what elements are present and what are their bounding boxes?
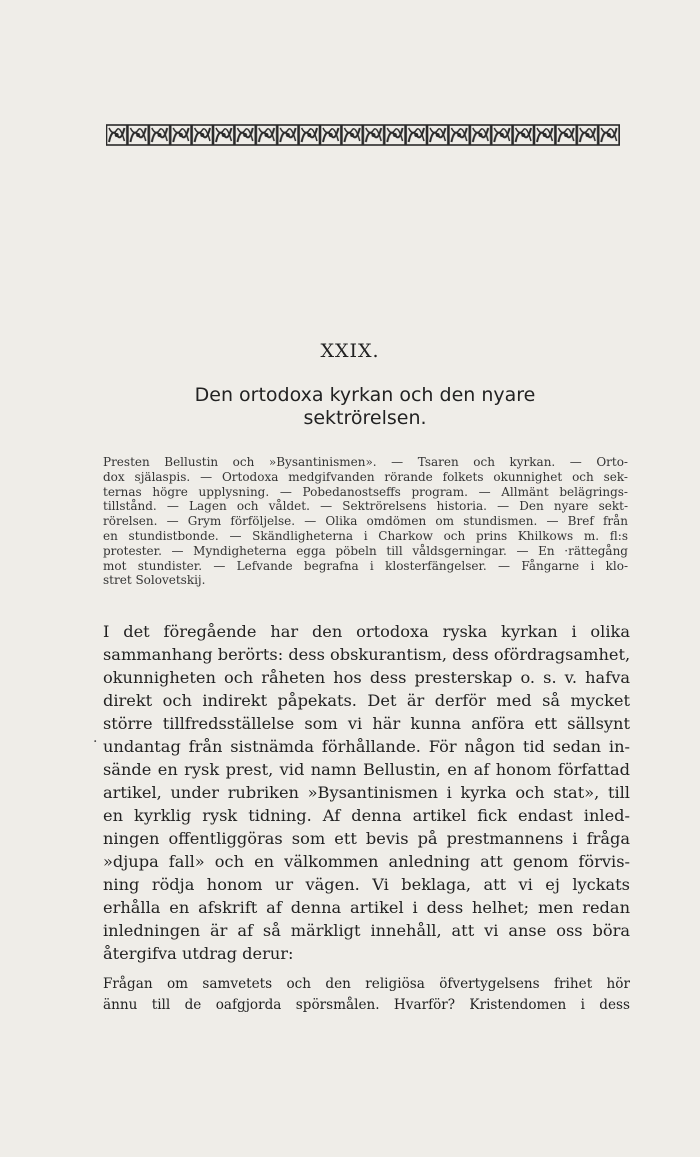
chapter-title: [0, 384, 700, 430]
summary-line: mot stundister. — Lefvande begrafna i klosterfängelser. — Fångarne i klo-: [103, 558, 628, 573]
body-line: okunnigheten och råheten hos dess presterskap o. s. v. hafva: [103, 668, 630, 687]
margin-dot: ·: [93, 734, 98, 750]
quote-line: Frågan om samvetets och den religiösa öfvertygelsens frihet hör: [103, 976, 630, 992]
body-line: »djupa fall» och en välkommen anledning att genom förvis-: [103, 852, 630, 871]
chapter-number: XXIX.: [320, 340, 380, 362]
summary-line: stret Solovetskij.: [103, 573, 206, 588]
decorative-border-ornament: [106, 124, 620, 146]
body-line: större tillfredsställelse som vi här kunna anföra ett sällsynt: [103, 714, 630, 733]
body-line: ningen offentliggöras som ett bevis på prestmannens i fråga: [103, 829, 630, 848]
body-line: I det föregående har den ortodoxa ryska kyrkan i olika: [103, 622, 630, 641]
summary-line: tillstånd. — Lagen och våldet. — Sektrörelsens historia. — Den nyare sekt-: [103, 499, 628, 514]
body-line: erhålla en afskrift af denna artikel i dess helhet; men redan: [103, 898, 630, 917]
body-line: återgifva utdrag derur:: [103, 944, 294, 963]
body-line: en kyrklig rysk tidning. Af denna artikel fick endast inled-: [103, 806, 630, 825]
chapter-title-line-1: Den ortodoxa kyrkan och den nyare: [194, 384, 536, 406]
body-line: artikel, under rubriken »Bysantinismen i kyrka och stat», till: [103, 783, 630, 802]
body-line: sammanhang berörts: dess obskurantism, dess ofördragsamhet,: [103, 645, 631, 664]
summary-line: en stundistbonde. — Skändligheterna i Charkow och prins Khilkows m. fl:s: [103, 528, 628, 543]
body-line: sände en rysk prest, vid namn Bellustin, en af honom författad: [103, 760, 630, 779]
summary-line: rörelsen. — Grym förföljelse. — Olika omdömen om stundismen. — Bref från: [103, 514, 628, 529]
body-paragraph: [103, 620, 630, 965]
body-line: undantag från sistnämda förhållande. För någon tid sedan in-: [103, 737, 630, 756]
body-line: direkt och indirekt påpekats. Det är derför med så mycket: [103, 691, 630, 710]
quote-line: ännu till de oafgjorda spörsmålen. Hvarför? Kristendomen i dess: [103, 997, 630, 1013]
summary-line: ternas högre upplysning. — Pobedanostseffs program. — Allmänt belägrings-: [103, 484, 628, 499]
body-line: ning rödja honom ur vägen. Vi beklaga, att vi ej lyckats: [103, 875, 630, 894]
chapter-title-line-2: sektrörelsen.: [303, 407, 427, 429]
summary-line: dox själaspis. — Ortodoxa medgifvanden rörande folkets okunnighet och sek-: [103, 469, 628, 484]
chapter-summary: [103, 455, 628, 588]
body-line: inledningen är af så märkligt innehåll, att vi anse oss böra: [103, 921, 630, 940]
summary-line: Presten Bellustin och »Bysantinismen». — Tsaren och kyrkan. — Orto-: [103, 455, 628, 469]
summary-line: protester. — Myndigheterna egga pöbeln till våldsgerningar. — En ·rättegång: [103, 543, 628, 558]
quoted-passage: [103, 974, 630, 1016]
